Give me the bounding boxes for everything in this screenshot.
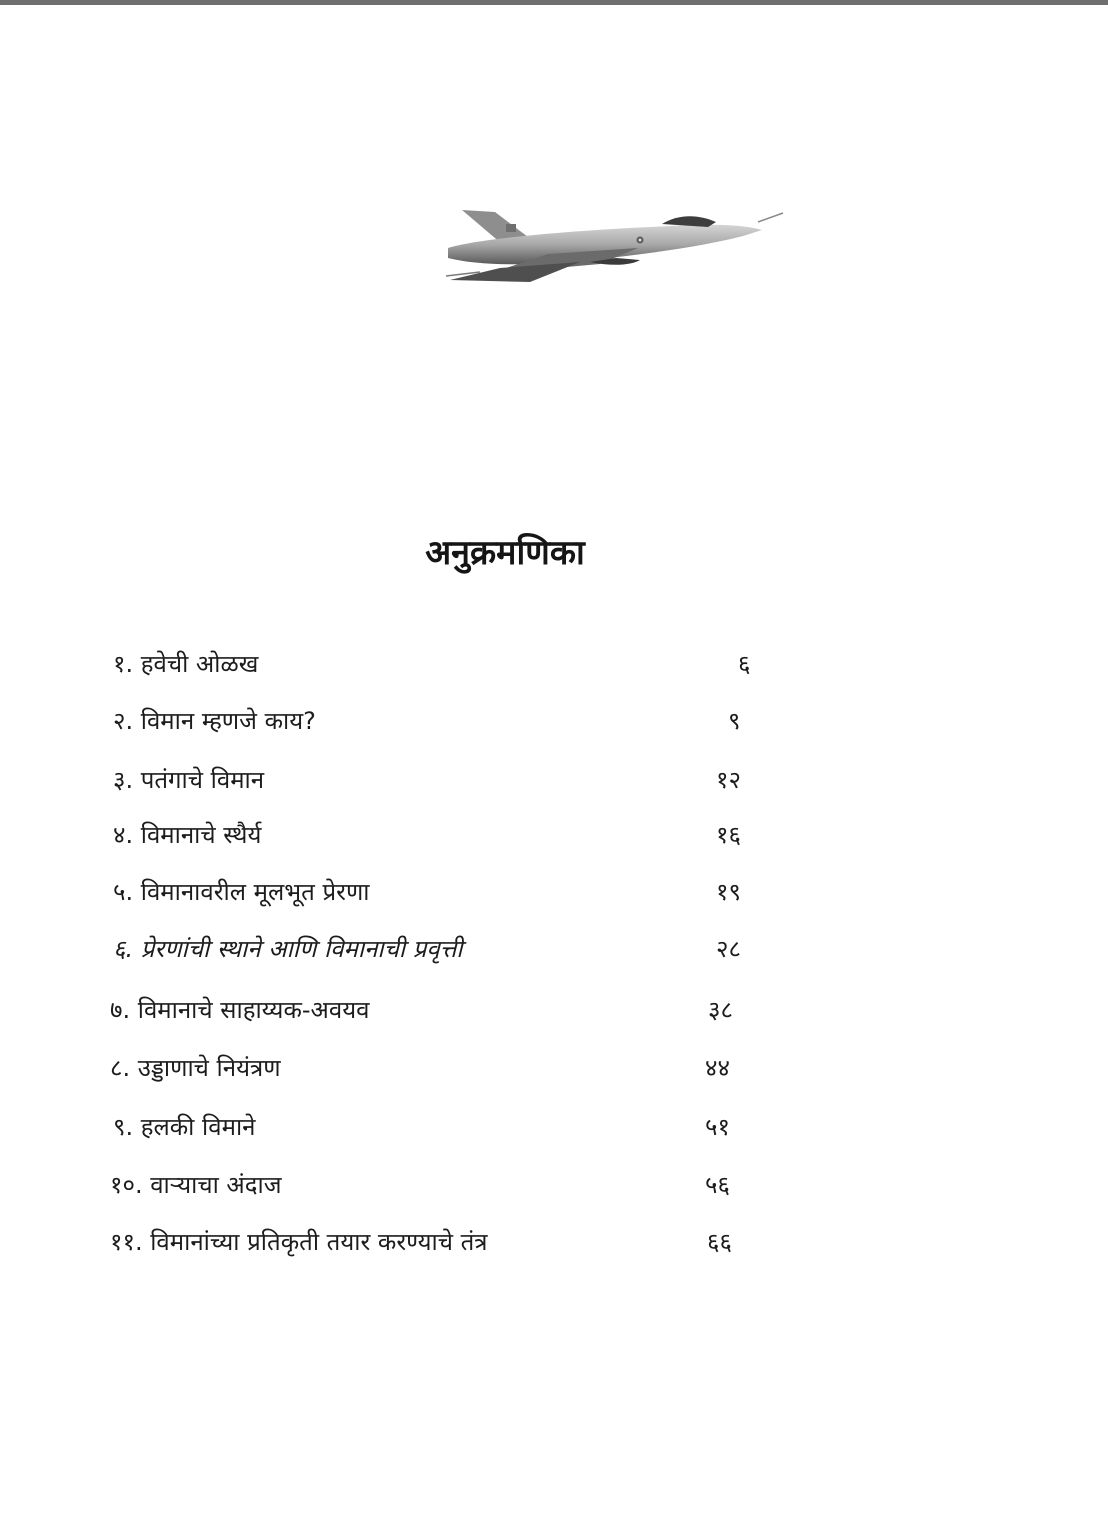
toc-page-number: १९	[716, 878, 741, 906]
toc-entry-title: ९. हलकी विमाने	[113, 1113, 256, 1141]
toc-page-number: ५६	[705, 1171, 730, 1199]
toc-entry-title: ७. विमानाचे साहाय्यक-अवयव	[110, 996, 370, 1024]
toc-row	[110, 1225, 870, 1265]
toc-row	[110, 993, 870, 1033]
toc-entry-title: ६. प्रेरणांची स्थाने आणि विमानाची प्रवृत्ती	[113, 935, 463, 963]
toc-row	[110, 1168, 870, 1208]
toc-page-number: ९	[728, 707, 741, 735]
toc-entry-title: ३. पतंगाचे विमान	[113, 766, 265, 794]
toc-row	[113, 704, 873, 744]
toc-page-number: ५१	[705, 1113, 730, 1141]
toc-row	[113, 818, 873, 858]
toc-row	[113, 647, 873, 687]
toc-row	[113, 763, 873, 803]
page-title: अनुक्रमणिका	[425, 533, 585, 573]
toc-page-number: ६६	[707, 1228, 732, 1256]
toc-row	[113, 932, 873, 972]
toc-page-number: १२	[716, 766, 741, 794]
toc-entry-title: ११. विमानांच्या प्रतिकृती तयार करण्याचे तंत्र	[110, 1228, 488, 1256]
toc-entry-title: ८. उड्डाणाचे नियंत्रण	[110, 1054, 281, 1082]
toc-row	[113, 875, 873, 915]
toc-page-number: १६	[716, 821, 741, 849]
toc-entry-title: १. हवेची ओळख	[113, 650, 259, 678]
toc-row	[113, 1110, 873, 1150]
toc-entry-title: ४. विमानाचे स्थैर्य	[113, 821, 262, 849]
toc-page-number: २८	[716, 935, 741, 963]
toc-row	[110, 1051, 870, 1091]
toc-page-number: ४४	[705, 1054, 730, 1082]
toc-entry-title: १०. वाऱ्याचा अंदाज	[110, 1171, 282, 1199]
toc-page-number: ६	[738, 650, 751, 678]
toc-page-number: ३८	[708, 996, 733, 1024]
toc-entry-title: २. विमान म्हणजे काय?	[113, 707, 316, 735]
toc-entry-title: ५. विमानावरील मूलभूत प्रेरणा	[113, 878, 370, 906]
